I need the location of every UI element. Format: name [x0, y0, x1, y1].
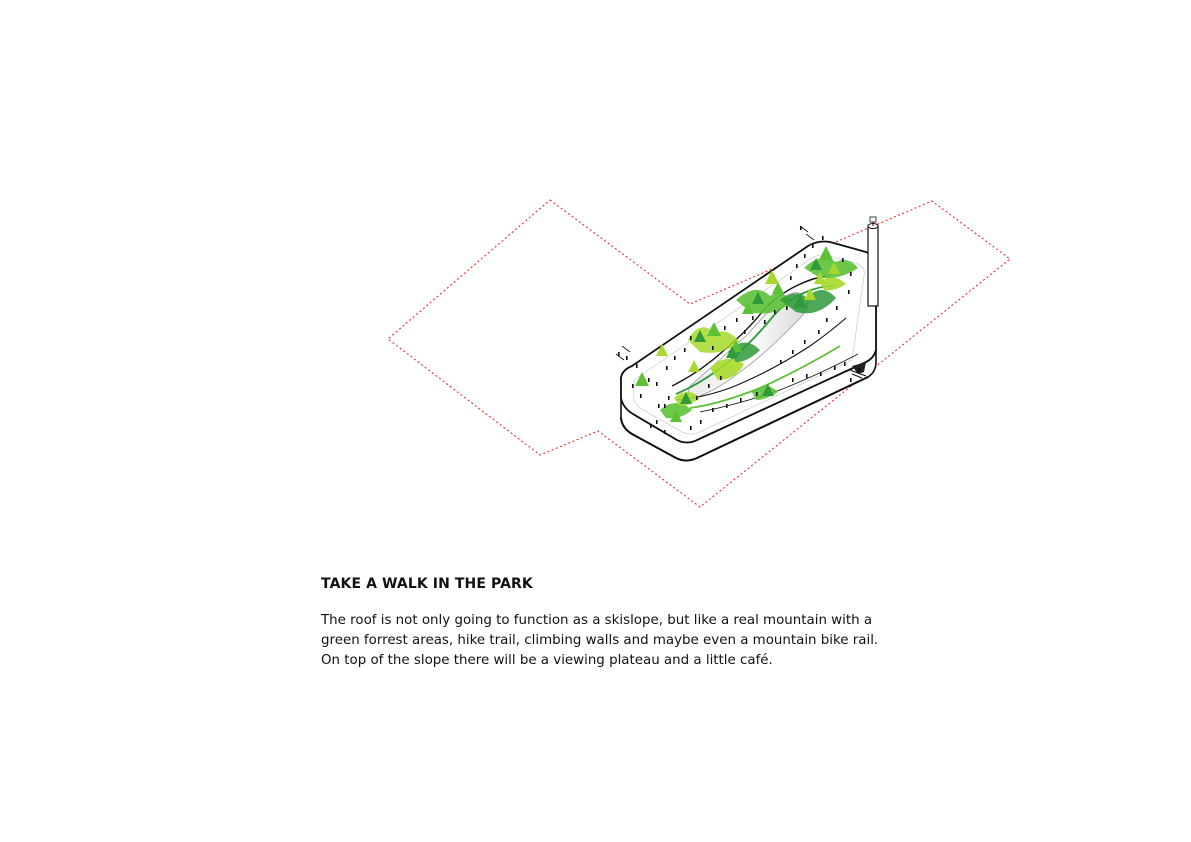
chimney-icon	[868, 217, 878, 306]
caption-body: The roof is not only going to function as a skislope, but like a real mountain with a green forrest areas, hike trail, climbing walls and maybe even a mountain bike rail. On top of the slope there will be a viewing plateau and a little café.	[321, 613, 879, 668]
caption-title: TAKE A WALK IN THE PARK	[321, 576, 533, 592]
caption-block	[321, 574, 941, 671]
